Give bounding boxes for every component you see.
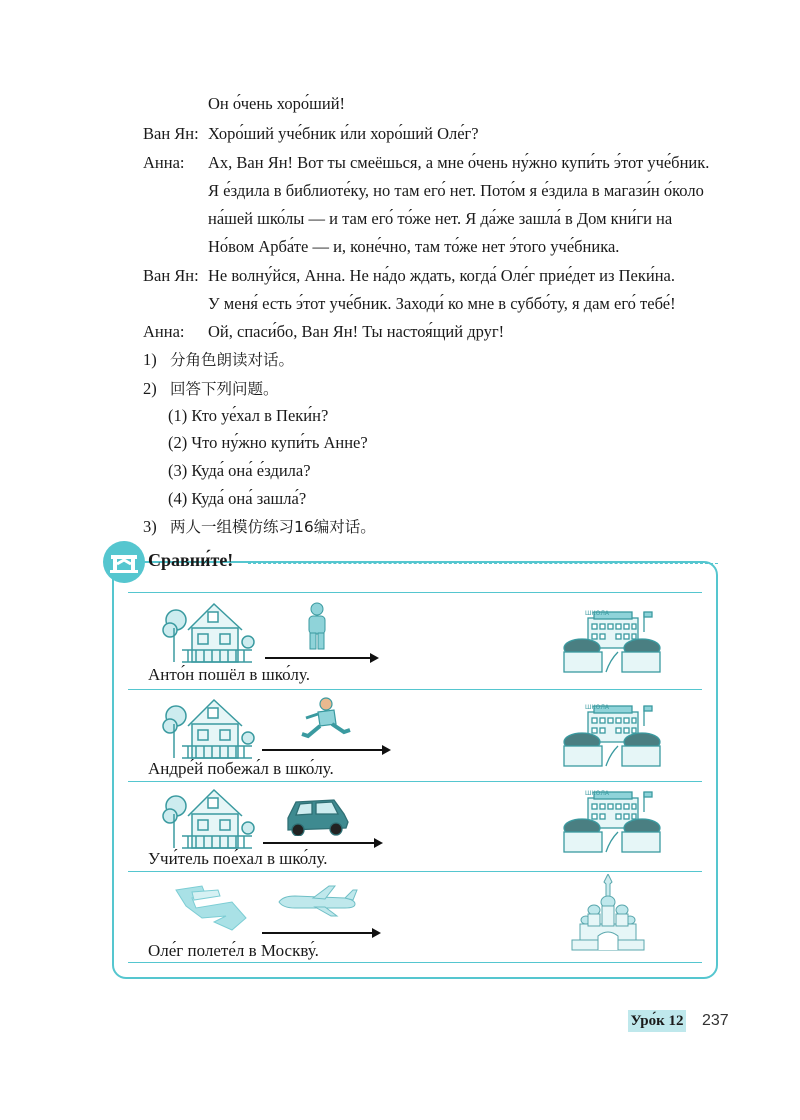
lesson-label: Уро́к 12: [628, 1010, 686, 1032]
school-icon: [560, 610, 662, 676]
speaker-label: Ван Ян:: [143, 124, 199, 143]
dialogue-line: Он о́чень хоро́ший!: [208, 94, 346, 113]
dialogue-line: Ой, спаси́бо, Ван Ян! Ты настоя́щий друг!: [208, 322, 505, 341]
house-icon: [162, 600, 258, 666]
dialogue-line: Хоро́ший уче́бник и́ли хоро́ший Оле́г?: [208, 124, 479, 143]
row-divider: [128, 871, 702, 872]
running-person-icon: [298, 696, 354, 742]
exercise-text: 分角色朗读对话。: [170, 351, 295, 369]
question: (1) Кто уе́хал в Пеки́н?: [168, 406, 329, 425]
car-icon: [282, 792, 352, 836]
dialogue-line: Я е́здила в библиоте́ку, но там его́ нет. Пото́м я е́здила в магази́н о́коло: [208, 181, 704, 200]
question: (3) Куда́ она́ е́здила?: [168, 461, 311, 480]
row-divider: [128, 592, 702, 593]
exercise-number: 2): [143, 379, 157, 398]
exercise-number: 1): [143, 350, 157, 369]
comparison-badge-icon: [102, 540, 146, 584]
row-divider: [128, 962, 702, 963]
school-sign: ШКОЛА: [585, 790, 610, 797]
caption: Учи́тель пое́хал в шко́лу.: [148, 849, 328, 868]
walking-person-icon: [300, 602, 334, 652]
row-divider: [128, 689, 702, 690]
caption: Андре́й побежа́л в шко́лу.: [148, 759, 334, 778]
dialogue-line: на́шей шко́лы — и там его́ то́же нет. Я да́же зашла́ в Дом кни́ги на: [208, 209, 673, 228]
exercise-text: 两人一组模仿练习16编对话。: [170, 518, 376, 536]
school-icon: [560, 704, 662, 770]
dialogue-line: Но́вом Арба́те — и, коне́чно, там то́же нет э́того уче́бника.: [208, 237, 620, 256]
speaker-label: Анна:: [143, 153, 185, 172]
house-icon: [162, 696, 258, 762]
header-divider: [248, 563, 718, 564]
school-sign: ШКОЛА: [585, 610, 610, 617]
row-divider: [128, 781, 702, 782]
page-number: 237: [702, 1012, 729, 1029]
caption: Анто́н пошёл в шко́лу.: [148, 665, 310, 684]
speaker-label: Анна:: [143, 322, 185, 341]
dialogue-line: Ах, Ван Ян! Вот ты смеёшься, а мне о́чень ну́жно купи́ть э́тот уче́бник.: [208, 153, 710, 172]
dialogue-line: У меня́ есть э́тот уче́бник. Заходи́ ко мне в суббо́ту, я дам его́ тебе́!: [208, 294, 676, 313]
school-icon: [560, 790, 662, 856]
direction-arrow: [262, 932, 379, 934]
direction-arrow: [262, 749, 389, 751]
caption: Оле́г полете́л в Москву́.: [148, 941, 319, 960]
dialogue-line: Не волну́йся, Анна. Не на́до ждать, когда́ Оле́г прие́дет из Пеки́на.: [208, 266, 675, 285]
direction-arrow: [263, 842, 381, 844]
exercise-number: 3): [143, 517, 157, 536]
question: (4) Куда́ она́ зашла́?: [168, 489, 307, 508]
comparison-title: Сравни́те!: [148, 550, 234, 570]
question: (2) Что ну́жно купи́ть Анне?: [168, 433, 368, 452]
airplane-icon: [275, 884, 359, 918]
house-icon: [162, 786, 258, 852]
speaker-label: Ван Ян:: [143, 266, 199, 285]
school-sign: ШКОЛА: [585, 704, 610, 711]
road-icon: [172, 882, 252, 934]
kremlin-icon: [568, 874, 648, 954]
direction-arrow: [265, 657, 377, 659]
exercise-text: 回答下列问题。: [170, 380, 279, 398]
